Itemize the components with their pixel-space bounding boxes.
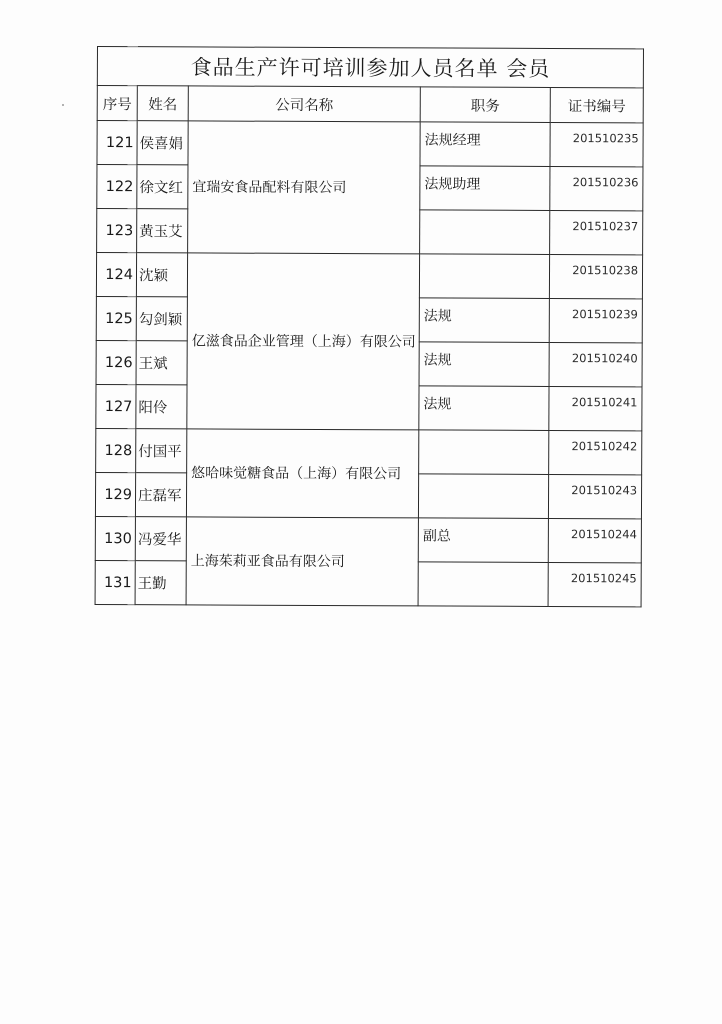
- cert-number-cell: 201510236: [550, 166, 643, 210]
- seq-cell: 126: [96, 340, 136, 384]
- seq-cell: 130: [95, 516, 135, 560]
- position-cell: [419, 430, 549, 475]
- cert-number-cell: 201510244: [548, 518, 641, 562]
- seq-cell: 124: [96, 253, 136, 297]
- table-row: [96, 253, 642, 299]
- seq-cell: 131: [95, 560, 135, 604]
- cert-number-cell: 201510235: [550, 122, 643, 166]
- name-cell: 王斌: [136, 341, 187, 385]
- seq-cell: 128: [96, 428, 136, 472]
- cert-number-cell: 201510245: [548, 562, 641, 606]
- roster-sheet: [95, 46, 643, 607]
- header-cert: 证书编号: [550, 87, 643, 122]
- name-cell: 黄玉艾: [137, 209, 188, 253]
- cert-number-cell: 201510240: [549, 342, 642, 386]
- cert-number-cell: 201510237: [550, 210, 643, 254]
- scan-speck: [62, 104, 64, 106]
- cert-number-cell: 201510241: [549, 386, 642, 430]
- position-cell: [420, 210, 550, 255]
- header-name: 姓名: [137, 86, 188, 121]
- cert-number-cell: 201510242: [549, 430, 642, 474]
- header-company: 公司名称: [188, 86, 420, 122]
- name-cell: 王勤: [135, 561, 186, 605]
- cert-number-cell: 201510243: [548, 474, 641, 518]
- position-cell: 法规: [419, 342, 549, 387]
- position-cell: [419, 254, 549, 299]
- seq-cell: 125: [96, 296, 136, 340]
- name-cell: 侯喜娟: [137, 121, 188, 165]
- name-cell: 庄磊军: [135, 473, 186, 517]
- position-cell: 法规助理: [420, 166, 550, 211]
- company-cell: 上海茱莉亚食品有限公司: [186, 517, 418, 606]
- seq-cell: 123: [97, 209, 137, 253]
- position-cell: [418, 474, 548, 519]
- header-seq: 序号: [97, 86, 137, 121]
- table-row: [97, 121, 643, 167]
- company-cell: 悠哈味觉糖食品（上海）有限公司: [186, 429, 418, 518]
- seq-cell: 127: [96, 384, 136, 428]
- seq-cell: 121: [97, 121, 137, 165]
- seq-cell: 129: [95, 472, 135, 516]
- name-cell: 付国平: [136, 429, 187, 473]
- name-cell: 勾剑颖: [136, 297, 187, 341]
- position-cell: 副总: [418, 518, 548, 563]
- position-cell: 法规经理: [420, 122, 550, 167]
- name-cell: 冯爱华: [135, 517, 186, 561]
- cert-number-cell: 201510239: [549, 298, 642, 342]
- position-cell: 法规: [419, 298, 549, 343]
- seq-cell: 122: [97, 165, 137, 209]
- name-cell: 阳伶: [136, 385, 187, 429]
- table-row: [95, 516, 641, 562]
- position-cell: 法规: [419, 386, 549, 431]
- position-cell: [418, 562, 548, 607]
- header-position: 职务: [420, 87, 550, 123]
- table-row: [96, 428, 642, 474]
- document-title: 食品生产许可培训参加人员名单 会员: [97, 47, 643, 88]
- company-cell: 宜瑞安食品配料有限公司: [188, 121, 421, 254]
- attendee-table: [95, 46, 644, 607]
- company-cell: 亿滋食品企业管理（上海）有限公司: [187, 253, 420, 430]
- name-cell: 徐文红: [137, 165, 188, 209]
- name-cell: 沈颖: [136, 253, 187, 297]
- cert-number-cell: 201510238: [549, 254, 642, 298]
